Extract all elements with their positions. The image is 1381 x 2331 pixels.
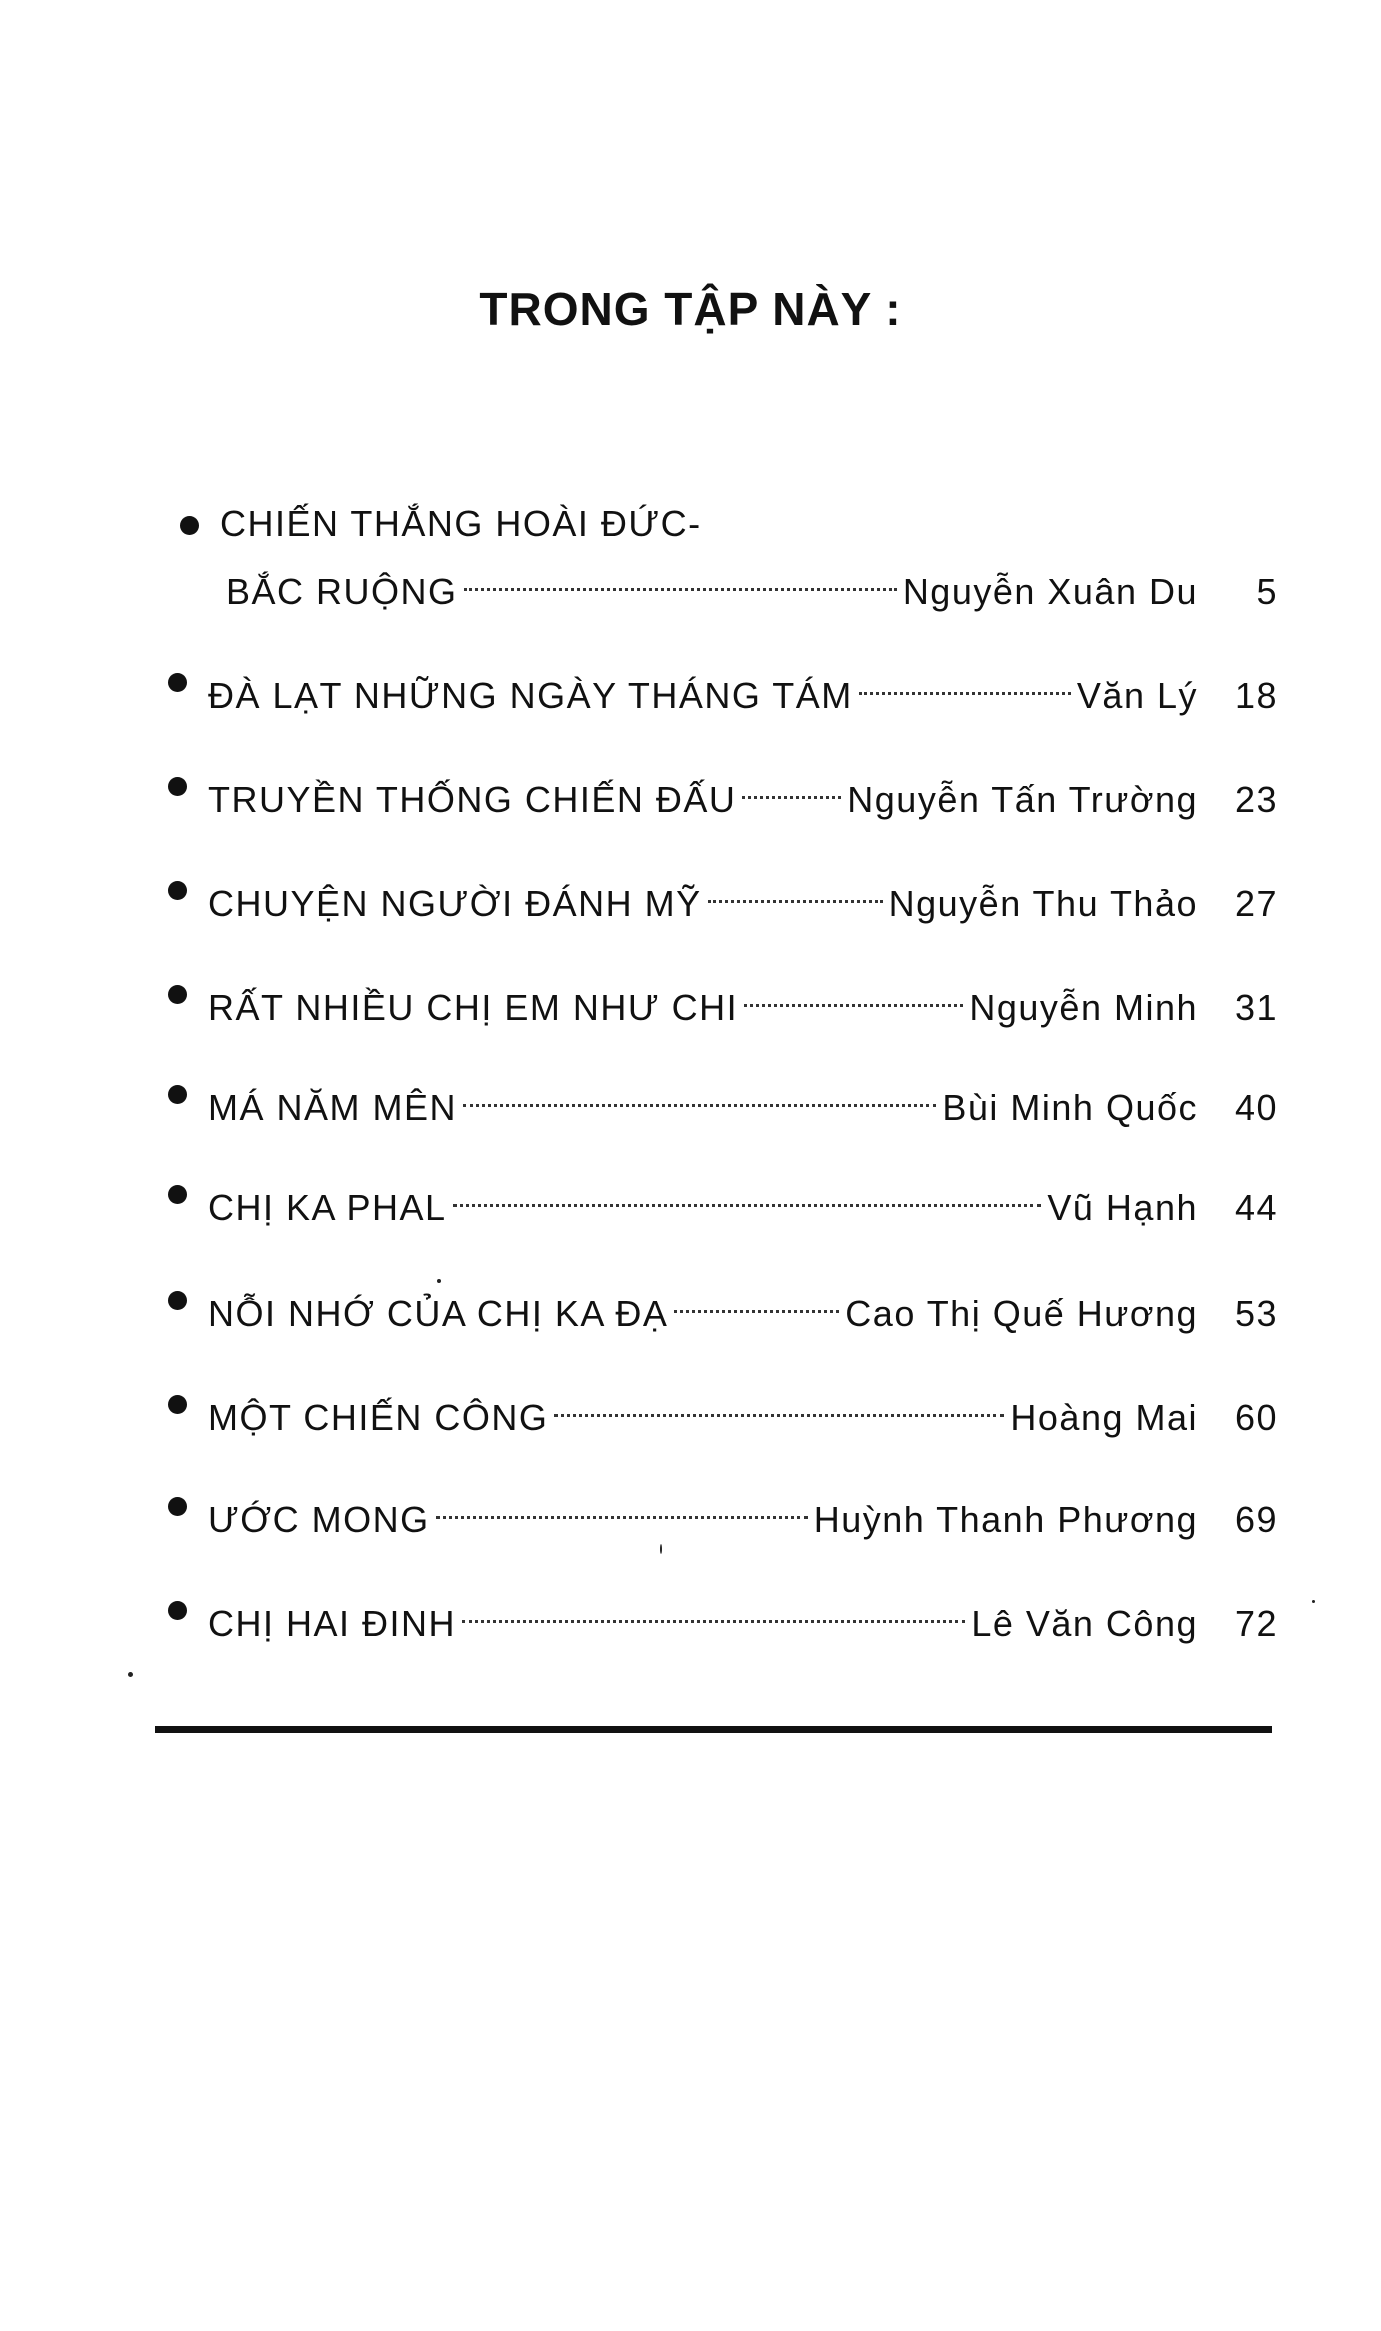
toc-entry-line	[208, 968, 1278, 1028]
bullet-icon	[168, 1601, 187, 1620]
toc-entry	[168, 1068, 1278, 1128]
toc-entry-title: CHIẾN THẮNG HOÀI ĐỨC-	[220, 503, 702, 544]
toc-entry	[168, 1274, 1278, 1334]
bullet-icon	[168, 1085, 187, 1104]
toc-entry-page: 53	[1234, 1293, 1278, 1334]
toc-entry-author: Nguyễn Xuân Du	[902, 571, 1198, 612]
toc-entry-author: Nguyễn Tấn Trường	[847, 779, 1198, 820]
toc-entry-title: NỖI NHỚ CỦA CHỊ KA ĐẠ	[208, 1293, 669, 1334]
toc-entry-title: TRUYỀN THỐNG CHIẾN ĐẤU	[208, 779, 737, 820]
bullet-icon	[180, 516, 199, 535]
print-speck	[128, 1672, 133, 1677]
toc-entry	[168, 1168, 1278, 1228]
toc-entry-title: ĐÀ LẠT NHỮNG NGÀY THÁNG TÁM	[208, 675, 853, 716]
toc-entry-page: 27	[1234, 883, 1278, 924]
toc-entry-line	[208, 1168, 1278, 1228]
toc-entry-title: RẤT NHIỀU CHỊ EM NHƯ CHI	[208, 987, 739, 1028]
bullet-icon	[168, 1395, 187, 1414]
toc-entry	[168, 760, 1278, 820]
toc-entry-line	[208, 656, 1278, 716]
toc-entry-page: 69	[1234, 1499, 1278, 1540]
toc-entry-page: 44	[1234, 1187, 1278, 1228]
toc-entry-line	[208, 760, 1278, 820]
dot-leader	[453, 1168, 1042, 1220]
bullet-icon	[168, 881, 187, 900]
dot-leader	[708, 864, 883, 916]
toc-entry-title: ƯỚC MONG	[208, 1499, 430, 1540]
toc-entry-page: 40	[1234, 1087, 1278, 1128]
toc-entry-author: Nguyễn Thu Thảo	[888, 883, 1198, 924]
dot-leader	[554, 1378, 1004, 1430]
dot-leader	[859, 656, 1071, 708]
toc-entry-title: BẮC RUỘNG	[226, 571, 458, 612]
dot-leader	[744, 968, 963, 1020]
bullet-icon	[168, 985, 187, 1004]
toc-entry-second-line	[226, 552, 1278, 612]
page-title: TRONG TẬP NÀY :	[479, 283, 902, 335]
dot-leader	[463, 1068, 936, 1120]
toc-entry	[168, 1480, 1278, 1540]
print-speck	[1312, 1600, 1315, 1603]
toc-entry-author: Văn Lý	[1076, 675, 1198, 716]
toc-entry-author: Nguyễn Minh	[969, 987, 1198, 1028]
toc-entry-title: MÁ NĂM MÊN	[208, 1087, 457, 1128]
toc-entry-author: Huỳnh Thanh Phương	[813, 1499, 1198, 1540]
toc-entry	[168, 490, 1278, 612]
toc-entry-line	[208, 864, 1278, 924]
print-speck	[660, 1544, 662, 1554]
bullet-icon	[168, 673, 187, 692]
toc-entry-line	[208, 1068, 1278, 1128]
bullet-icon	[168, 1497, 187, 1516]
toc-entry	[168, 1584, 1278, 1644]
toc-entry-line	[208, 1378, 1278, 1438]
toc-entry-line	[208, 1584, 1278, 1644]
toc-entry-page: 23	[1234, 779, 1278, 820]
toc-entry-title: MỘT CHIẾN CÔNG	[208, 1397, 549, 1438]
toc-entry-author: Bùi Minh Quốc	[942, 1087, 1198, 1128]
toc-entry	[168, 656, 1278, 716]
bottom-divider	[155, 1726, 1272, 1733]
toc-entry-author: Cao Thị Quế Hương	[845, 1293, 1198, 1334]
bullet-icon	[168, 1291, 187, 1310]
toc-entry-line	[208, 1274, 1278, 1334]
toc-entry-line	[208, 1480, 1278, 1540]
print-speck	[437, 1279, 441, 1283]
toc-entry-author: Lê Văn Công	[971, 1603, 1198, 1644]
dot-leader	[464, 552, 897, 604]
toc-entry-author: Vũ Hạnh	[1047, 1187, 1198, 1228]
toc-entry-title: CHỊ HAI ĐINH	[208, 1603, 457, 1644]
dot-leader	[742, 760, 841, 812]
toc-entry-page: 5	[1256, 571, 1278, 612]
dot-leader	[674, 1274, 839, 1326]
toc-entry-page: 18	[1234, 675, 1278, 716]
toc-entry-page: 31	[1234, 987, 1278, 1028]
toc-entry-page: 72	[1234, 1603, 1278, 1644]
toc-entry-page: 60	[1234, 1397, 1278, 1438]
toc-entry-first-line	[220, 498, 1278, 550]
dot-leader	[462, 1584, 965, 1636]
toc-entry-title: CHỊ KA PHAL	[208, 1187, 447, 1228]
toc-entry-author: Hoàng Mai	[1010, 1397, 1198, 1438]
bullet-icon	[168, 777, 187, 796]
dot-leader	[436, 1480, 808, 1532]
bullet-icon	[168, 1185, 187, 1204]
toc-entry-title: CHUYỆN NGƯỜI ĐÁNH MỸ	[208, 883, 702, 924]
toc-entry	[168, 864, 1278, 924]
toc-entry	[168, 968, 1278, 1028]
toc-entry	[168, 1378, 1278, 1438]
